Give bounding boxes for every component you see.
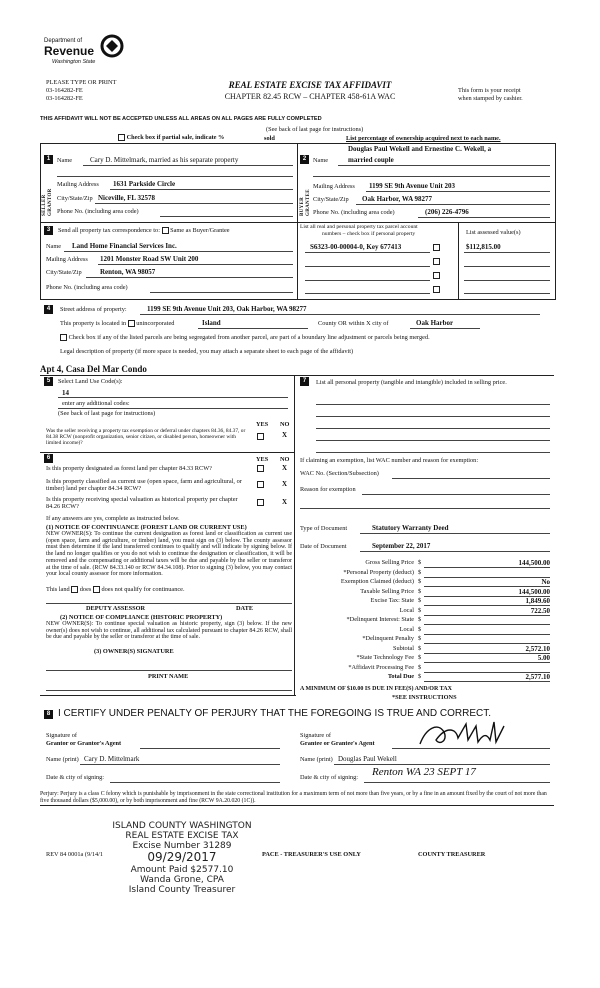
seller-name-label: Name bbox=[57, 157, 73, 164]
street-address: 1199 SE 9th Avenue Unit 203, Oak Harbor, WA 98277 bbox=[147, 305, 307, 313]
dor-logo-icon bbox=[100, 34, 124, 58]
seller-phone-line bbox=[160, 216, 293, 217]
does-checkbox[interactable] bbox=[71, 586, 78, 593]
financial-value: 144,500.00 bbox=[518, 587, 550, 596]
seller-mailing-label: Mailing Address bbox=[57, 181, 99, 188]
doc-date: September 22, 2017 bbox=[372, 542, 431, 550]
treasurer-stamp bbox=[102, 821, 262, 895]
financial-value: 2,572.10 bbox=[525, 644, 550, 653]
reason-label: Reason for exemption bbox=[300, 486, 356, 493]
form-code-1: 03-164282-FE bbox=[46, 87, 83, 94]
current-use-no-answer: X bbox=[282, 480, 288, 488]
buyer-mailing-line bbox=[366, 191, 550, 192]
forest-question: Is this property designated as forest land per chapter 84.33 RCW? bbox=[46, 465, 212, 472]
segregated-row bbox=[60, 334, 430, 341]
form-subtitle: CHAPTER 82.45 RCW – CHAPTER 458-61A WAC bbox=[224, 92, 396, 101]
this-land-label: This land bbox=[46, 586, 70, 593]
corr-name-label: Name bbox=[46, 243, 62, 250]
corr-mailing-line bbox=[98, 264, 293, 265]
financial-row bbox=[300, 578, 550, 588]
financial-currency: $ bbox=[418, 559, 422, 566]
parcel-header-1: List all real and personal property tax parcel account bbox=[300, 224, 418, 230]
reason-line-1 bbox=[362, 494, 550, 495]
financial-currency: $ bbox=[418, 663, 422, 671]
perjury-rule bbox=[40, 805, 554, 806]
located-label bbox=[60, 320, 174, 327]
financial-row bbox=[300, 635, 550, 645]
financial-row bbox=[300, 673, 550, 683]
financial-label: Taxable Selling Price bbox=[360, 587, 414, 595]
corr-city: Renton, WA 98057 bbox=[100, 268, 156, 276]
pp-line-3 bbox=[316, 428, 550, 429]
parcel-header-2: numbers – check box if personal property bbox=[322, 231, 416, 237]
see-instructions: *SEE INSTRUCTIONS bbox=[392, 694, 457, 701]
financial-label: Subtotal bbox=[393, 644, 414, 652]
grantee-name-label: Name (print) bbox=[300, 756, 333, 763]
stamp-line4: 09/29/2017 bbox=[147, 850, 217, 865]
section-8-badge: 8 bbox=[44, 710, 53, 719]
financials-table bbox=[300, 559, 550, 683]
pp-line-4 bbox=[316, 440, 550, 441]
does-label: does bbox=[79, 586, 92, 593]
stamp-line1: ISLAND COUNTY WASHINGTON bbox=[112, 821, 252, 831]
financial-currency: $ bbox=[418, 568, 422, 576]
historic-no-answer: X bbox=[282, 498, 288, 506]
financial-currency: $ bbox=[418, 578, 422, 585]
parcel-checkbox-2[interactable] bbox=[433, 258, 440, 265]
financial-label: *Delinquent Interest: State bbox=[346, 616, 414, 623]
value-line-1 bbox=[464, 252, 550, 253]
doc-date-label: Date of Document bbox=[300, 543, 347, 550]
grantee-sig-label-1: Signature of bbox=[300, 732, 331, 739]
grantee-name: Douglas Paul Wekell bbox=[338, 755, 397, 763]
financial-value: 5.00 bbox=[537, 654, 550, 662]
dor-logo-line3: Washington State bbox=[52, 59, 96, 65]
correspondence-text: Send all property tax correspondence to: bbox=[58, 227, 160, 234]
section-1-badge: 1 bbox=[44, 155, 53, 164]
financial-row bbox=[300, 664, 550, 674]
doc-type: Statutory Warranty Deed bbox=[372, 524, 449, 532]
deputy-date-label: DATE bbox=[236, 605, 254, 612]
parcel-value-divider bbox=[458, 222, 459, 299]
same-as-buyer-checkbox[interactable] bbox=[162, 227, 169, 234]
dor-logo-line1: Department of bbox=[44, 38, 83, 44]
segregated-checkbox[interactable] bbox=[60, 334, 67, 341]
warning-text: THIS AFFIDAVIT WILL NOT BE ACCEPTED UNLESS ALL AREAS ON ALL PAGES ARE FULLY COMPLETED bbox=[40, 116, 322, 122]
parcel-line-1 bbox=[305, 252, 430, 253]
corr-city-label: City/State/Zip bbox=[46, 269, 82, 276]
corr-name: Land Home Financial Services Inc. bbox=[72, 242, 177, 250]
county-value: Island bbox=[202, 319, 221, 327]
exemption-no-answer: X bbox=[282, 431, 288, 439]
financial-label: Exemption Claimed (deduct) bbox=[340, 578, 414, 585]
does-not-label: does not qualify for continuance. bbox=[101, 586, 185, 593]
financial-row bbox=[300, 607, 550, 617]
land-use-line bbox=[58, 397, 288, 398]
does-not-checkbox[interactable] bbox=[93, 586, 100, 593]
wac-line bbox=[392, 478, 550, 479]
personal-property-label: List all personal property (tangible and intangible) included in selling price. bbox=[316, 379, 507, 386]
section-7-badge: 7 bbox=[300, 377, 309, 386]
county-treasurer-label: COUNTY TREASURER bbox=[418, 851, 486, 858]
financial-row bbox=[300, 559, 550, 569]
section5-yes: YES bbox=[256, 421, 269, 428]
see-back-note: (See back of last page for instructions) bbox=[266, 126, 364, 133]
exemption-question: Was the seller receiving a property tax exemption or deferral under chapters 84.36, 84.37, or 84.38 RCW (nonprofit organization, senior citizen, or disabled person, homeowner with limited income)? bbox=[46, 428, 246, 447]
section-2-badge: 2 bbox=[300, 155, 309, 164]
seller-phone-label: Phone No. (including area code) bbox=[57, 208, 139, 215]
corr-phone-line bbox=[150, 292, 293, 293]
buyer-name-line bbox=[338, 165, 550, 166]
dor-logo-line2: Revenue bbox=[44, 44, 95, 58]
financial-row bbox=[300, 597, 550, 607]
financial-row bbox=[300, 654, 550, 664]
please-type: PLEASE TYPE OR PRINT bbox=[46, 79, 117, 86]
financial-label: Gross Selling Price bbox=[365, 559, 414, 566]
grantee-date-city: Renton WA 23 SEPT 17 bbox=[372, 766, 476, 778]
exemption-claim-label: If claiming an exemption, list WAC number and reason for exemption: bbox=[300, 457, 479, 464]
section-5-badge: 5 bbox=[44, 377, 53, 386]
corr-phone-label: Phone No. (including area code) bbox=[46, 284, 128, 291]
parcel-checkbox-4[interactable] bbox=[433, 286, 440, 293]
reason-line-2 bbox=[300, 508, 550, 509]
sold-label: sold bbox=[264, 135, 275, 142]
financial-value: 144,500.00 bbox=[518, 559, 550, 567]
parcel-line-2 bbox=[305, 266, 430, 267]
grantor-date-label: Date & city of signing: bbox=[46, 774, 105, 781]
financial-currency: $ bbox=[418, 597, 422, 604]
seller-city-label: City/State/Zip bbox=[57, 195, 93, 202]
buyer-city-line bbox=[356, 204, 550, 205]
stamp-line3: Excise Number 31289 bbox=[132, 841, 232, 852]
forest-no-answer: X bbox=[282, 464, 288, 472]
legal-rule bbox=[40, 375, 554, 376]
partial-sale bbox=[118, 134, 224, 141]
street-line bbox=[140, 314, 540, 315]
current-use-question: Is this property classified as current use (open space, farm and agricultural, or timber) land per chapter 84.34 RCW? bbox=[46, 478, 242, 493]
financial-label: *State Technology Fee bbox=[356, 654, 414, 661]
buyer-phone: (206) 226-4796 bbox=[425, 208, 469, 216]
financial-label: Excise Tax: State bbox=[370, 597, 414, 604]
grantor-name-label: Name (print) bbox=[46, 756, 79, 763]
owner-signature-label: (3) OWNER(S) SIGNATURE bbox=[94, 648, 174, 655]
land-use-code: 14 bbox=[62, 389, 69, 397]
divider-1-2 bbox=[297, 143, 298, 222]
pp-line-1 bbox=[316, 404, 550, 405]
perjury-note: Perjury: Perjury is a class C felony which is punishable by imprisonment in the state correctional institution for a maximum term of not more than five years, or by a fine in an amount fixed by the court of not more than five thousand dollars ($5,000.00), or by both imprisonment and fine (RCW 9A.20.020 (1C)). bbox=[40, 791, 547, 804]
same-as-buyer-label: Same as Buyer/Grantee bbox=[170, 227, 230, 234]
corr-city-line bbox=[86, 277, 293, 278]
section5-no: NO bbox=[280, 421, 290, 428]
grantor-name: Cary D. Mittelmark bbox=[84, 755, 140, 763]
section5-see-back: (See back of last page for instructions) bbox=[58, 410, 156, 417]
financial-label: *Affidavit Processing Fee bbox=[348, 663, 414, 671]
financial-label: Total Due bbox=[387, 673, 414, 680]
seller-blank-line bbox=[57, 176, 293, 177]
partial-sale-checkbox[interactable] bbox=[118, 134, 125, 141]
correspondence-label bbox=[58, 227, 230, 234]
street-label: Street address of property: bbox=[60, 306, 127, 313]
section-6-badge: 6 bbox=[44, 454, 53, 463]
financial-currency: $ bbox=[418, 635, 422, 642]
partial-sale-label: Check box if partial sale, indicate % bbox=[126, 134, 225, 141]
financial-row bbox=[300, 569, 550, 579]
parcel-line-3 bbox=[305, 280, 430, 281]
stamp-line2: REAL ESTATE EXCISE TAX bbox=[125, 831, 239, 842]
notice1-title: (1) NOTICE OF CONTINUANCE (FOREST LAND OR CURRENT USE) bbox=[46, 524, 247, 531]
county-city-label: County OR within X city of bbox=[318, 320, 389, 327]
stamp-line7: Island County Treasurer bbox=[128, 884, 236, 895]
deputy-sig-line bbox=[46, 603, 292, 604]
dor-logo bbox=[44, 36, 124, 68]
financial-currency: $ bbox=[418, 606, 422, 614]
county-line bbox=[198, 328, 308, 329]
grantee-name-line bbox=[334, 764, 550, 765]
land-use-label: Select Land Use Code(s): bbox=[58, 378, 123, 385]
financial-currency: $ bbox=[418, 654, 422, 661]
value-line-2 bbox=[464, 266, 550, 267]
grantor-sig-label-1: Signature of bbox=[46, 732, 77, 739]
wac-label: WAC No. (Section/Subsection) bbox=[300, 470, 379, 477]
financial-value: 722.50 bbox=[530, 606, 550, 615]
financial-currency: $ bbox=[418, 587, 422, 595]
financial-row bbox=[300, 588, 550, 598]
city-value: Oak Harbor bbox=[416, 319, 454, 327]
seller-mailing: 1631 Parkside Circle bbox=[113, 180, 176, 188]
section8-top-rule bbox=[40, 695, 296, 696]
additional-codes-label: enter any additional codes: bbox=[62, 400, 130, 407]
seller-mailing-line bbox=[110, 189, 293, 190]
historic-question: Is this property receiving special valuation as historical property per chapter 84.26 RCW? bbox=[46, 496, 238, 511]
buyer-phone-label: Phone No. (including area code) bbox=[313, 209, 395, 216]
seller-name: Cary D. Mittelmark, married as his separate property bbox=[90, 156, 239, 164]
section-3-badge: 3 bbox=[44, 226, 53, 235]
legal-description: Apt 4, Casa Del Mar Condo bbox=[40, 364, 147, 374]
parcel-value: $112,815.00 bbox=[466, 243, 501, 251]
grantor-name-line bbox=[80, 764, 280, 765]
stamp-line5: Amount Paid $2577.10 bbox=[130, 864, 234, 875]
grantor-date-line bbox=[110, 782, 280, 783]
forest-yes-checkbox[interactable] bbox=[257, 465, 264, 472]
notice2-title: (2) NOTICE OF COMPLIANCE (HISTORIC PROPERTY) bbox=[60, 614, 223, 621]
section6-yes: YES bbox=[256, 456, 269, 463]
parcel-checkbox-1[interactable] bbox=[433, 244, 440, 251]
financial-row bbox=[300, 645, 550, 655]
buyer-city-label: City/State/Zip bbox=[313, 196, 349, 203]
column-divider bbox=[294, 375, 295, 695]
seller-city-line bbox=[95, 203, 293, 204]
segregated-text: Check box if any of the listed parcels are being segregated from another parcel, are part of a boundary line adjustment or parcels being merged. bbox=[68, 334, 430, 341]
unincorporated-checkbox[interactable] bbox=[128, 320, 135, 327]
seller-city: Niceville, FL 32578 bbox=[98, 194, 155, 202]
legal-description-label: Legal description of property (if more space is needed, you may attach a separate sheet to each page of the affidavit) bbox=[60, 348, 354, 355]
value-line-3 bbox=[464, 280, 550, 281]
financial-line bbox=[424, 681, 550, 682]
section6-top-rule bbox=[40, 452, 294, 453]
grantee-sig-label-2: Grantee or Grantee's Agent bbox=[300, 740, 375, 747]
value-header: List assessed value(s) bbox=[466, 229, 521, 236]
owner-sig-line bbox=[46, 670, 292, 671]
financial-currency: $ bbox=[418, 644, 422, 652]
print-name-line bbox=[46, 690, 292, 691]
located-text: This property is located in bbox=[60, 320, 127, 327]
receipt-note-1: This form is your receipt bbox=[458, 87, 521, 94]
financial-value: 1,849.60 bbox=[525, 597, 550, 605]
qualify-row bbox=[46, 586, 185, 593]
financial-label: *Personal Property (deduct) bbox=[343, 568, 414, 576]
form-title: REAL ESTATE EXCISE TAX AFFIDAVIT bbox=[228, 80, 392, 90]
rev-code: REV 84 0001a (9/14/1 bbox=[46, 851, 104, 858]
value-line-4 bbox=[464, 293, 550, 294]
financial-currency: $ bbox=[418, 616, 422, 623]
if-yes-note: If any answers are yes, complete as instructed below. bbox=[46, 515, 180, 522]
grantor-sig-label-2: Grantor or Grantor's Agent bbox=[46, 740, 122, 747]
grantee-date-label: Date & city of signing: bbox=[300, 774, 359, 781]
buyer-mailing: 1199 SE 9th Avenue Unit 203 bbox=[369, 182, 456, 190]
financial-row bbox=[300, 626, 550, 636]
buyer-name-label: Name bbox=[313, 157, 329, 164]
print-name-label: PRINT NAME bbox=[148, 673, 189, 680]
corr-name-line bbox=[64, 251, 293, 252]
doc-date-line bbox=[360, 551, 550, 552]
grantor-sig-line bbox=[140, 748, 280, 749]
certify-statement: I CERTIFY UNDER PENALTY OF PERJURY THAT THE FOREGOING IS TRUE AND CORRECT. bbox=[58, 708, 492, 719]
buyer-phone-line bbox=[418, 217, 550, 218]
historic-yes-checkbox[interactable] bbox=[257, 499, 264, 506]
corr-mailing-label: Mailing Address bbox=[46, 256, 88, 263]
grantee-date-line bbox=[364, 782, 550, 783]
form-code-2: 03-164282-FE bbox=[46, 95, 83, 102]
notice1-text: NEW OWNER(S): To continue the current designation as forest land or classification as current use (open space, farm and agriculture, or timber) land, you must sign on (3) below. The county assessor must then determine if the land transferred continues to qualify and will indicate by signing below. If the land no longer qualifies or you do not wish to continue the designation or classification, it will be removed and the compensating or additional taxes will be due and payable by the seller or transferor at the time of sale. (RCW 84.33.140 or RCW 84.34.108). Prior to signing (3) below, you may contact your local county assessor for more information. bbox=[46, 531, 292, 578]
buyer-name-top: Douglas Paul Wekell and Ernestine C. Wekell, a bbox=[348, 145, 492, 153]
section6-no: NO bbox=[280, 456, 290, 463]
financial-currency: $ bbox=[418, 625, 422, 633]
buyer-side-label: BUYER GRANTEE bbox=[300, 189, 311, 216]
seller-name-line bbox=[83, 165, 293, 166]
unincorporated-label: unincorporated bbox=[136, 320, 175, 327]
divider-3 bbox=[297, 222, 298, 299]
exemption-yes-checkbox[interactable] bbox=[257, 433, 264, 440]
buyer-name: married couple bbox=[348, 156, 394, 164]
buyer-mailing-label: Mailing Address bbox=[313, 183, 355, 190]
financial-currency: $ bbox=[418, 673, 422, 680]
buyer-city: Oak Harbor, WA 98277 bbox=[362, 195, 433, 203]
section-4-badge: 4 bbox=[44, 305, 53, 314]
additional-codes-line bbox=[58, 408, 288, 409]
grantee-signature bbox=[416, 718, 512, 750]
parcel-line-4 bbox=[305, 293, 430, 294]
financial-label: Local bbox=[399, 625, 414, 633]
doc-type-line bbox=[360, 533, 550, 534]
financial-value: 2,577.10 bbox=[525, 673, 550, 681]
financial-label: *Delinquent Penalty bbox=[362, 635, 414, 642]
notice2-text: NEW OWNER(S): To continue special valuation as historic property, sign (3) below. If the new owner(s) does not wish to continue, all additional tax calculated pursuant to chapter 84.26 RCW, shall be due and payable by the seller or transferor at the time of sale. bbox=[46, 621, 292, 641]
parcel-checkbox-3[interactable] bbox=[433, 272, 440, 279]
minimum-note: A MINIMUM OF $10.00 IS DUE IN FEE(S) AND/OR TAX bbox=[300, 686, 452, 692]
city-line bbox=[410, 328, 480, 329]
pp-line-2 bbox=[316, 416, 550, 417]
current-use-yes-checkbox[interactable] bbox=[257, 481, 264, 488]
corr-mailing: 1201 Monster Road SW Unit 200 bbox=[100, 255, 199, 263]
receipt-note-2: when stamped by cashier. bbox=[458, 95, 523, 102]
stamp-line6: Wanda Grone, CPA bbox=[140, 874, 224, 885]
pace-label: PACE - TREASURER'S USE ONLY bbox=[262, 851, 361, 858]
financial-label: Local bbox=[399, 606, 414, 614]
financial-value: No bbox=[541, 578, 550, 586]
financial-row bbox=[300, 616, 550, 626]
seller-side-label: SELLER GRANTOR bbox=[42, 188, 53, 216]
deputy-assessor-label: DEPUTY ASSESSOR bbox=[86, 605, 146, 612]
doc-type-label: Type of Document bbox=[300, 525, 348, 532]
pp-line-5 bbox=[316, 452, 550, 453]
buyer-blank-line bbox=[313, 176, 550, 177]
ownership-note: List percentage of ownership acquired next to each name. bbox=[346, 135, 501, 142]
parcel-number: S6323-00-00004-0, Key 677413 bbox=[310, 243, 402, 251]
